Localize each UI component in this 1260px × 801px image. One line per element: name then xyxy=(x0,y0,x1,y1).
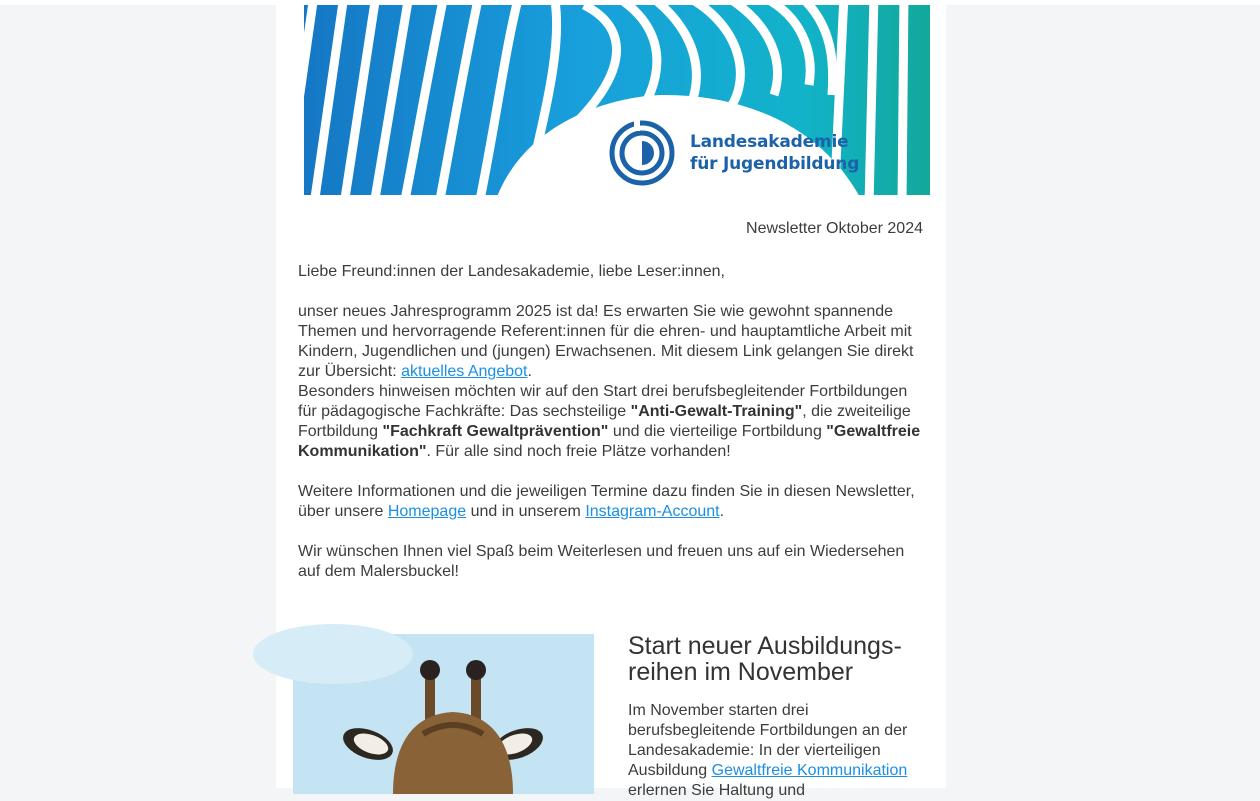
logo-line-2: für Jugendbildung xyxy=(690,154,860,174)
paragraph-program-text: unser neues Jahresprogramm 2025 ist da! Es erwarten Sie wie gewohnt spannende Themen und hervorragende Referent:innen für die ehren- und hauptamtliche Arbeit mit Kindern, Jugendlichen und (jungen) Erwachsenen. Mit diesem Link gelangen Sie direkt zur Übersicht: xyxy=(298,303,914,380)
anti-violence-training: "Anti-Gewalt-Training" xyxy=(630,403,803,420)
paragraph-closing: Wir wünschen Ihnen viel Spaß beim Weiterlesen und freuen uns auf ein Wiedersehen auf dem Malersbuckel! xyxy=(298,543,905,580)
trainings-text-d: . Für alle sind noch freie Plätze vorhanden! xyxy=(426,443,731,460)
newsletter-issue-label: Newsletter Oktober 2024 xyxy=(746,220,923,237)
logo-line-1: Landesakademie xyxy=(690,132,849,152)
article-body xyxy=(628,701,928,801)
article-body-a: Im November starten drei berufsbegleitende Fortbildungen an der Landesakademie: In der vierteiligen Ausbildung xyxy=(628,702,908,779)
article-title: Start neuer Ausbildungs-reihen im November xyxy=(628,632,902,686)
trainings-text-b: , die zweiteilige Fortbildung xyxy=(298,403,911,440)
trainings-text-a: Besonders hinweisen möchten wir auf den Start drei berufsbegleitender Fortbildungen für pädagogische Fachkräfte: Das sechsteilige xyxy=(298,383,908,420)
paragraph-program xyxy=(298,302,930,382)
paragraph-program-end: . xyxy=(527,363,532,380)
homepage-link[interactable]: Homepage xyxy=(387,503,467,520)
paragraph-more-info xyxy=(298,482,930,522)
current-offer-link[interactable]: aktuelles Angebot xyxy=(401,363,528,380)
more-info-text-b: und in unserem xyxy=(466,503,586,520)
more-info-text-c: . xyxy=(719,503,725,520)
more-info-text-a: Weitere Informationen und die jeweiligen Termine dazu finden Sie in diesen Newsletter, über unsere xyxy=(298,483,915,520)
giraffe-image xyxy=(293,634,594,794)
greeting: Liebe Freund:innen der Landesakademie, liebe Leser:innen, xyxy=(298,263,725,280)
article-body-b: erlernen Sie Haltung und xyxy=(628,782,806,799)
academy-logo-text xyxy=(690,131,859,175)
header-banner xyxy=(304,5,930,195)
intro-text xyxy=(298,262,930,602)
violence-prevention-training: "Fachkraft Gewaltprävention" xyxy=(382,423,609,440)
nonviolent-communication-training: "Gewaltfreie Kommunikation" xyxy=(298,423,921,460)
paragraph-trainings xyxy=(298,382,930,462)
nonviolent-communication-link[interactable]: Gewaltfreie Kommunikation xyxy=(711,762,908,779)
article-training-series xyxy=(628,633,928,801)
newsletter-page xyxy=(276,0,946,799)
instagram-link[interactable]: Instagram-Account xyxy=(585,503,720,520)
trainings-text-c: und die vierteilige Fortbildung xyxy=(608,423,827,440)
giraffe-photo[interactable] xyxy=(293,634,594,794)
